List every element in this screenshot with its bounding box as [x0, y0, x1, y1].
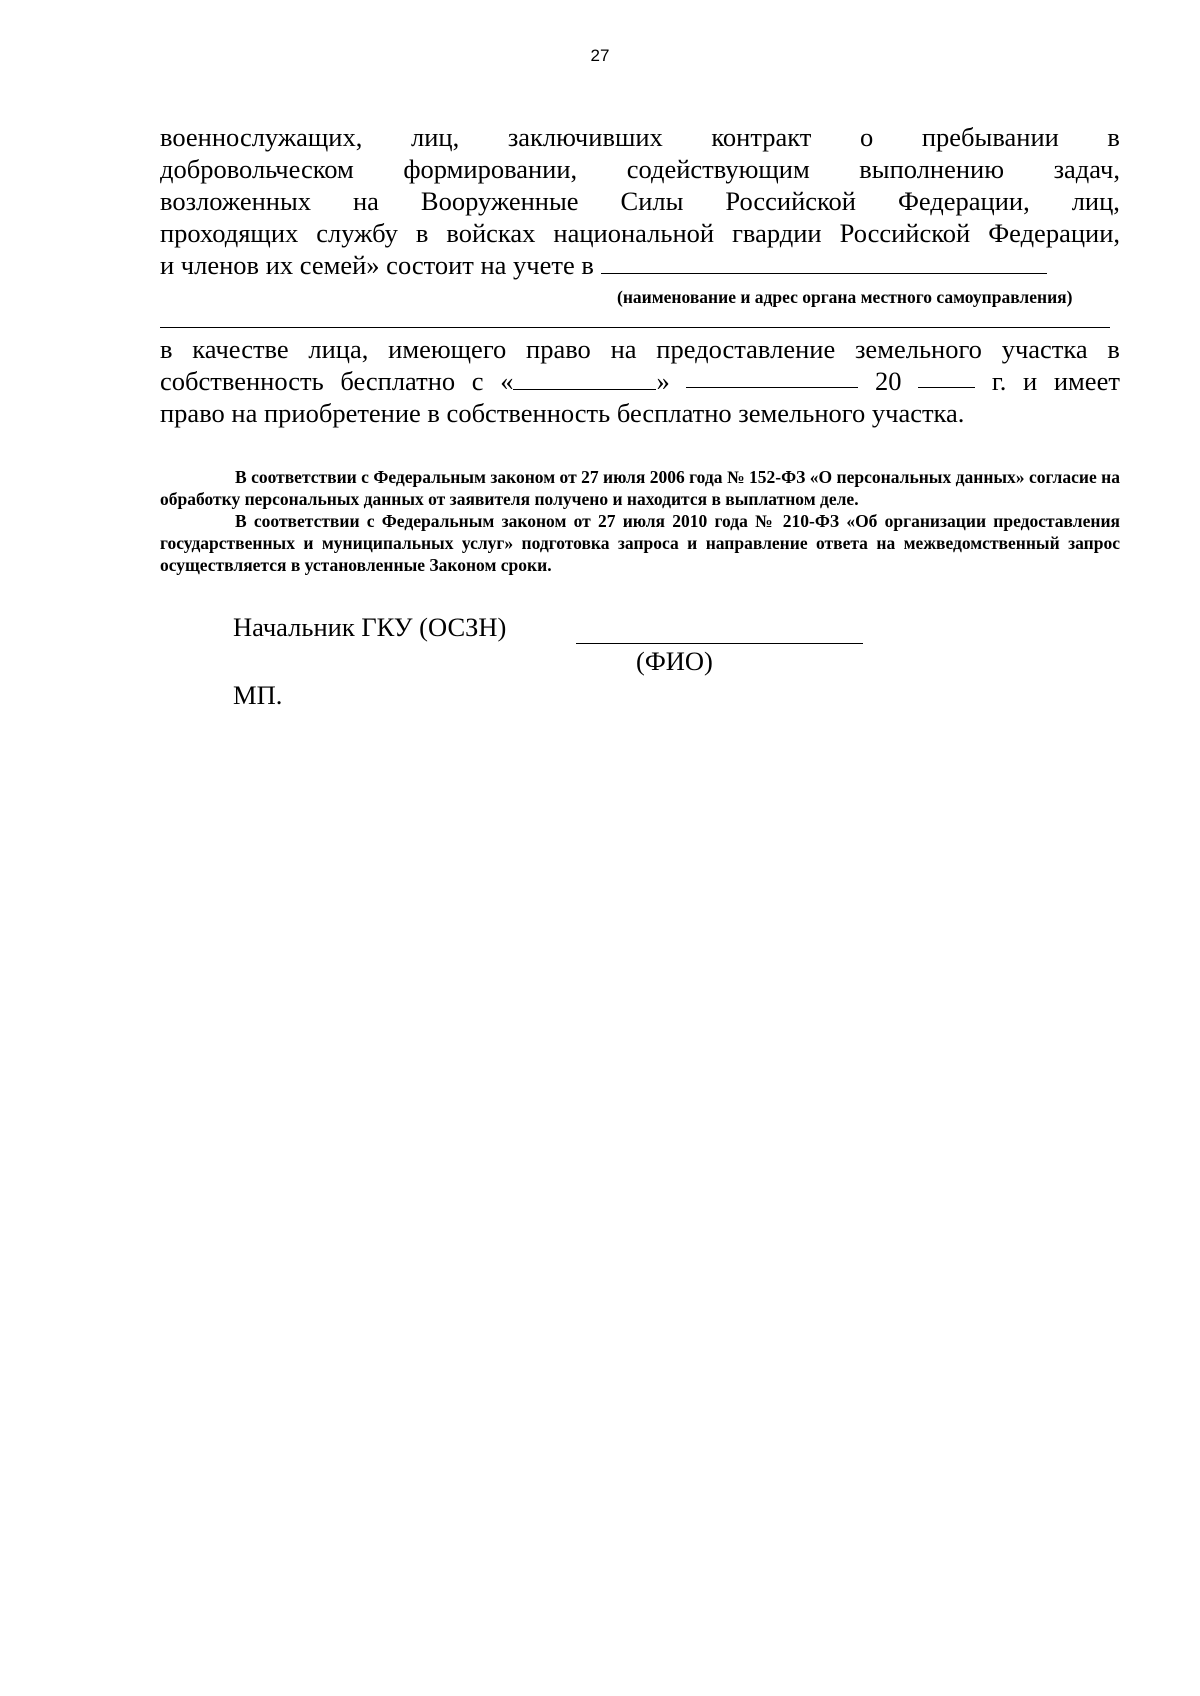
signature-position: Начальник ГКУ (ОСЗН) — [233, 612, 507, 642]
fio-caption: (ФИО) — [636, 646, 713, 676]
paragraph-2-line-1-word: предоставление — [656, 334, 836, 364]
date-year-field[interactable] — [918, 365, 975, 388]
services-notice: В соответствии с Федеральным законом от 27 июля 2010 года № 210-ФЗ «Об организации предоставления государственных и муниципальных услуг» подготовка запроса и направление ответа на межведомственный запрос осуществляется в установленные Законом сроки. — [160, 511, 1120, 575]
paragraph-1-line-1-word: о — [860, 122, 874, 152]
paragraph-2-line-3 — [160, 397, 1120, 429]
paragraph-1-line-3-word: возложенных — [160, 186, 312, 216]
paragraph-2-word-year: г. — [991, 366, 1007, 396]
authority-continuation-line[interactable] — [160, 327, 1110, 328]
registration-text: и членов их семей» состоит на учете в — [160, 250, 594, 280]
paragraph-1-line-2-word: добровольческом — [160, 154, 354, 184]
paragraph-1 — [160, 121, 1120, 281]
paragraph-1-line-1-word: контракт — [711, 122, 812, 152]
paragraph-2-line-1-word: качестве — [192, 334, 289, 364]
paragraph-2-line-1-word: имеющего — [388, 334, 507, 364]
paragraph-1-line-2-word: выполнению — [859, 154, 1005, 184]
quote-open: « — [500, 366, 514, 396]
paragraph-2-word-has: имеет — [1053, 366, 1120, 396]
paragraph-1-line-1-word: заключивших — [507, 122, 663, 152]
paragraph-1-line-3-word: Силы — [620, 186, 684, 216]
date-day-group — [500, 365, 670, 397]
paragraph-1-line-3-word: Российской — [725, 186, 856, 216]
paragraph-1-line-1-word: военнослужащих, — [160, 122, 363, 152]
paragraph-2-line-2 — [160, 365, 1120, 397]
legal-notices — [160, 466, 1120, 576]
authority-caption: (наименование и адрес органа местного самоуправления) — [617, 287, 1073, 307]
paragraph-1-line-1-word: лиц, — [410, 122, 460, 152]
paragraph-2-line-1-word: право — [526, 334, 591, 364]
paragraph-2 — [160, 333, 1120, 429]
paragraph-1-line-1-word: в — [1107, 122, 1120, 152]
stamp-label: МП. — [233, 680, 283, 710]
paragraph-2-line-3-text: право на приобретение в собственность бесплатно земельного участка. — [160, 398, 965, 428]
paragraph-1-line-2-word: задач, — [1053, 154, 1120, 184]
paragraph-2-word-from: с — [471, 366, 484, 396]
paragraph-1-line-5 — [160, 249, 1120, 281]
paragraph-2-word-free: бесплатно — [340, 366, 456, 396]
paragraph-1-line-4 — [160, 217, 1120, 249]
paragraph-1-line-4-text: проходящих службу в войсках национальной гвардии Российской Федерации, — [160, 218, 1120, 248]
paragraph-2-word-property: собственность — [160, 366, 324, 396]
paragraph-2-line-1-word: лица, — [308, 334, 369, 364]
paragraph-1-line-1-word: пребывании — [921, 122, 1059, 152]
paragraph-2-line-1-word: в — [160, 334, 173, 364]
paragraph-2-line-1-word: участка — [1001, 334, 1088, 364]
paragraph-2-word-and: и — [1023, 366, 1038, 396]
page-number: 27 — [590, 46, 610, 65]
date-month-field[interactable] — [686, 365, 858, 388]
paragraph-1-line-3 — [160, 185, 1120, 217]
personal-data-notice: В соответствии с Федеральным законом от 27 июля 2006 года № 152-ФЗ «О персональных данных» согласие на обработку персональных данных от заявителя получено и находится в выплатном деле. — [160, 467, 1120, 509]
paragraph-1-line-3-word: лиц, — [1071, 186, 1120, 216]
paragraph-1-line-3-word: на — [352, 186, 379, 216]
authority-blank-field[interactable] — [601, 251, 1047, 274]
paragraph-1-line-3-word: Вооруженные — [420, 186, 579, 216]
paragraph-2-line-1-word: земельного — [854, 334, 982, 364]
date-day-field[interactable] — [513, 367, 656, 390]
paragraph-2-line-1 — [160, 333, 1120, 365]
paragraph-1-line-1 — [160, 121, 1120, 153]
signature-line[interactable] — [576, 643, 863, 644]
year-prefix: 20 — [875, 366, 902, 396]
quote-close: » — [656, 366, 670, 396]
paragraph-1-line-3-word: Федерации, — [897, 186, 1030, 216]
paragraph-1-line-2 — [160, 153, 1120, 185]
paragraph-2-line-1-word: на — [610, 334, 637, 364]
paragraph-1-line-2-word: формировании, — [403, 154, 578, 184]
paragraph-1-line-2-word: содействующим — [626, 154, 810, 184]
paragraph-2-line-1-word: в — [1107, 334, 1120, 364]
